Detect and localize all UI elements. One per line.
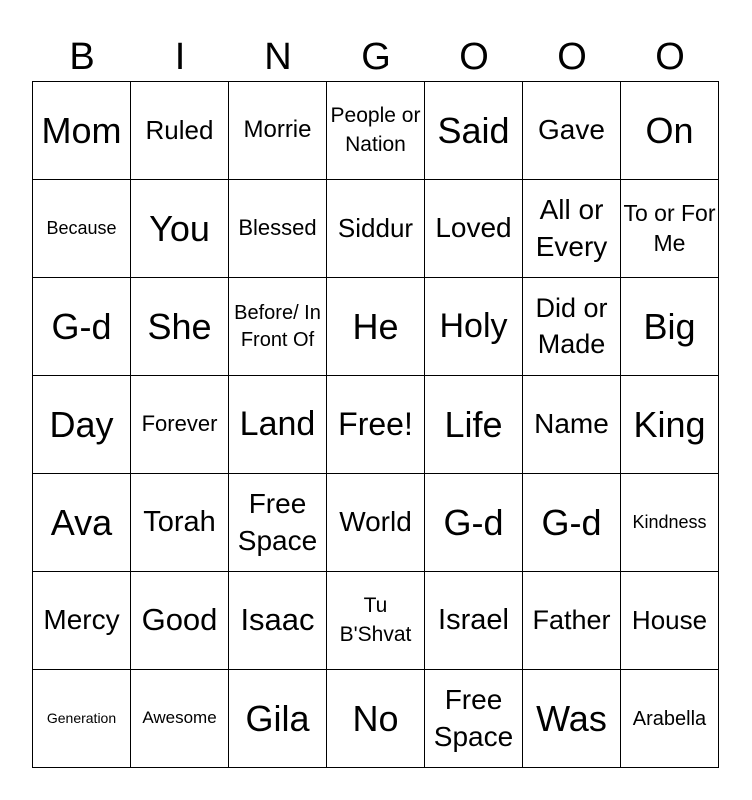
bingo-cell[interactable]: Land	[229, 376, 327, 474]
bingo-cell[interactable]: Gave	[523, 82, 621, 180]
bingo-cell[interactable]: Torah	[131, 474, 229, 572]
bingo-cell[interactable]: Mom	[33, 82, 131, 180]
header-letter: O	[655, 36, 685, 78]
bingo-cell[interactable]: Good	[131, 572, 229, 670]
bingo-cell[interactable]: Mercy	[33, 572, 131, 670]
bingo-cell[interactable]: Israel	[425, 572, 523, 670]
bingo-cell[interactable]: G-d	[425, 474, 523, 572]
bingo-cell[interactable]: House	[621, 572, 719, 670]
bingo-cell[interactable]: Free!	[327, 376, 425, 474]
bingo-cell[interactable]: Holy	[425, 278, 523, 376]
bingo-cell[interactable]: Did or Made	[523, 278, 621, 376]
bingo-cell[interactable]: He	[327, 278, 425, 376]
bingo-cell[interactable]: King	[621, 376, 719, 474]
bingo-cell[interactable]: Forever	[131, 376, 229, 474]
bingo-cell[interactable]: She	[131, 278, 229, 376]
bingo-cell[interactable]: People or Nation	[327, 82, 425, 180]
bingo-cell[interactable]: Generation	[33, 670, 131, 768]
bingo-cell[interactable]: Name	[523, 376, 621, 474]
bingo-cell[interactable]: You	[131, 180, 229, 278]
bingo-cell[interactable]: All or Every	[523, 180, 621, 278]
bingo-cell[interactable]: Father	[523, 572, 621, 670]
header-letter: I	[174, 36, 186, 78]
bingo-header	[33, 34, 719, 80]
bingo-cell[interactable]: Said	[425, 82, 523, 180]
bingo-board	[32, 81, 719, 768]
bingo-cell[interactable]: Before/ In Front Of	[229, 278, 327, 376]
bingo-cell[interactable]: Day	[33, 376, 131, 474]
bingo-cell[interactable]: Awesome	[131, 670, 229, 768]
bingo-cell[interactable]: Ava	[33, 474, 131, 572]
bingo-cell[interactable]: Kindness	[621, 474, 719, 572]
bingo-cell[interactable]: Free Space	[229, 474, 327, 572]
header-letter: B	[69, 36, 95, 78]
header-letter: O	[557, 36, 587, 78]
bingo-cell[interactable]: Arabella	[621, 670, 719, 768]
bingo-cell[interactable]: G-d	[523, 474, 621, 572]
bingo-cell[interactable]: On	[621, 82, 719, 180]
bingo-cell[interactable]: Gila	[229, 670, 327, 768]
bingo-cell[interactable]: Was	[523, 670, 621, 768]
bingo-cell[interactable]: Morrie	[229, 82, 327, 180]
bingo-cell[interactable]: G-d	[33, 278, 131, 376]
bingo-cell[interactable]: Big	[621, 278, 719, 376]
bingo-cell[interactable]: Free Space	[425, 670, 523, 768]
bingo-cell[interactable]: Tu B'Shvat	[327, 572, 425, 670]
bingo-cell[interactable]: No	[327, 670, 425, 768]
bingo-cell[interactable]: Siddur	[327, 180, 425, 278]
bingo-cell[interactable]: Because	[33, 180, 131, 278]
bingo-cell[interactable]: Isaac	[229, 572, 327, 670]
header-letter: O	[459, 36, 489, 78]
header-letter: N	[264, 36, 292, 78]
bingo-cell[interactable]: World	[327, 474, 425, 572]
bingo-cell[interactable]: Ruled	[131, 82, 229, 180]
bingo-cell[interactable]: Life	[425, 376, 523, 474]
bingo-cell[interactable]: To or For Me	[621, 180, 719, 278]
bingo-cell[interactable]: Loved	[425, 180, 523, 278]
header-letter: G	[361, 36, 391, 78]
bingo-cell[interactable]: Blessed	[229, 180, 327, 278]
